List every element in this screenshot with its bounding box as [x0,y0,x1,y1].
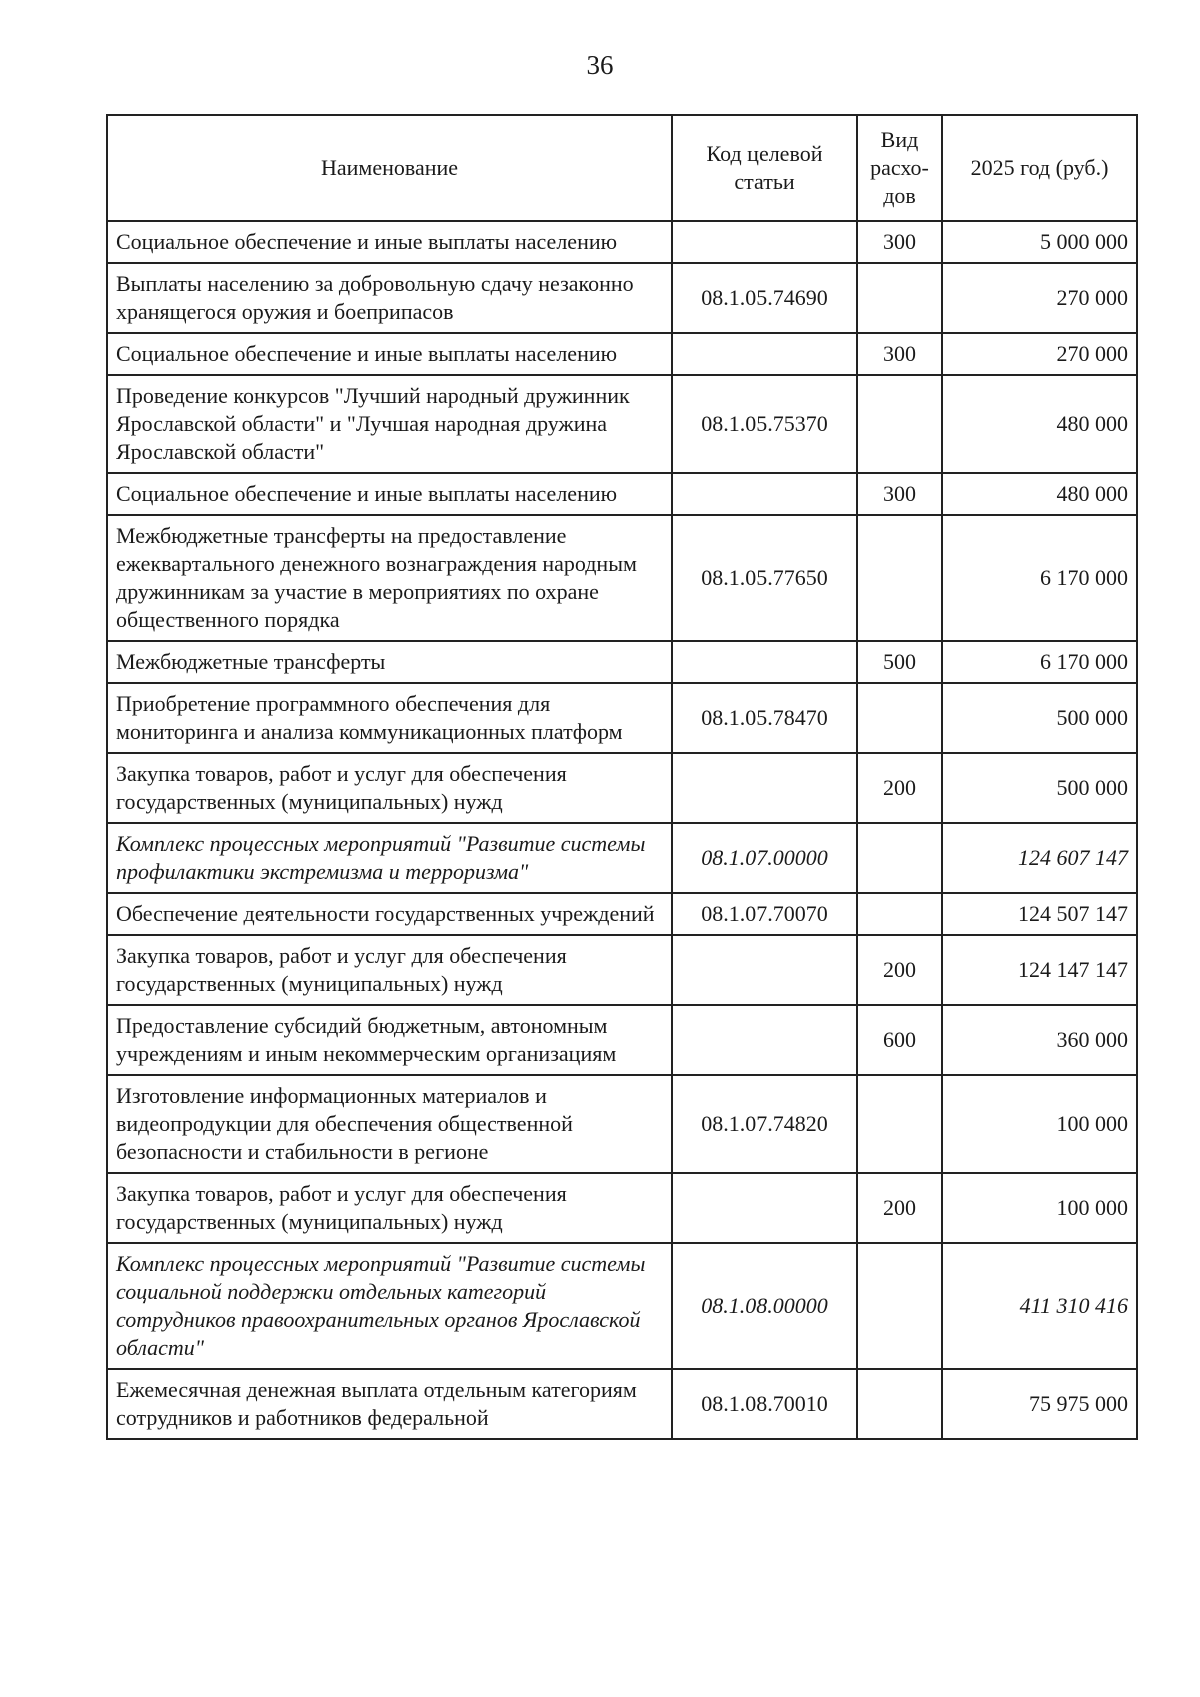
cell-name: Социальное обеспечение и иные выплаты населению [107,473,672,515]
table-row [107,753,1137,823]
cell-kind: 200 [857,753,942,823]
cell-code: 08.1.07.70070 [672,893,857,935]
cell-code [672,221,857,263]
page-number: 36 [586,50,614,80]
cell-name: Межбюджетные трансферты [107,641,672,683]
cell-amount: 124 147 147 [942,935,1137,1005]
cell-kind: 500 [857,641,942,683]
cell-code [672,1173,857,1243]
column-header-kind: Вид расхо-дов [857,115,942,221]
cell-kind: 200 [857,1173,942,1243]
table-row [107,1173,1137,1243]
column-header-code: Код целевой статьи [672,115,857,221]
cell-amount: 100 000 [942,1173,1137,1243]
cell-amount: 270 000 [942,263,1137,333]
cell-kind: 300 [857,221,942,263]
cell-code [672,473,857,515]
cell-name: Закупка товаров, работ и услуг для обеспечения государственных (муниципальных) нужд [107,1173,672,1243]
cell-code: 08.1.07.00000 [672,823,857,893]
table-row [107,893,1137,935]
table-row [107,221,1137,263]
cell-name: Выплаты населению за добровольную сдачу незаконно хранящегося оружия и боеприпасов [107,263,672,333]
table-row [107,473,1137,515]
cell-kind [857,1369,942,1439]
cell-code: 08.1.07.74820 [672,1075,857,1173]
table-row [107,641,1137,683]
cell-kind: 300 [857,333,942,375]
cell-kind: 200 [857,935,942,1005]
cell-amount: 100 000 [942,1075,1137,1173]
cell-name: Социальное обеспечение и иные выплаты населению [107,333,672,375]
cell-code: 08.1.08.70010 [672,1369,857,1439]
cell-kind [857,1075,942,1173]
table-row [107,1075,1137,1173]
cell-code: 08.1.05.75370 [672,375,857,473]
cell-name: Изготовление информационных материалов и видеопродукции для обеспечения общественной безопасности и стабильности в регионе [107,1075,672,1173]
cell-code [672,935,857,1005]
cell-amount: 75 975 000 [942,1369,1137,1439]
cell-kind: 300 [857,473,942,515]
table-row [107,1243,1137,1369]
table-row [107,823,1137,893]
cell-code [672,753,857,823]
table-row [107,263,1137,333]
cell-amount: 480 000 [942,473,1137,515]
cell-code [672,333,857,375]
cell-code [672,641,857,683]
cell-kind [857,375,942,473]
cell-kind [857,515,942,641]
cell-kind [857,683,942,753]
cell-name: Социальное обеспечение и иные выплаты населению [107,221,672,263]
cell-kind [857,823,942,893]
cell-code: 08.1.05.77650 [672,515,857,641]
cell-amount: 5 000 000 [942,221,1137,263]
cell-amount: 411 310 416 [942,1243,1137,1369]
cell-name: Комплекс процессных мероприятий "Развитие системы социальной поддержки отдельных категорий сотрудников правоохранительных органов Ярославской области" [107,1243,672,1369]
cell-name: Проведение конкурсов "Лучший народный дружинник Ярославской области" и "Лучшая народная дружина Ярославской области" [107,375,672,473]
budget-table [106,114,1138,1440]
cell-code: 08.1.05.74690 [672,263,857,333]
cell-kind [857,1243,942,1369]
table-row [107,683,1137,753]
cell-amount: 500 000 [942,683,1137,753]
table-header-row [107,115,1137,221]
cell-name: Ежемесячная денежная выплата отдельным категориям сотрудников и работников федеральной [107,1369,672,1439]
cell-amount: 270 000 [942,333,1137,375]
cell-amount: 6 170 000 [942,515,1137,641]
cell-kind: 600 [857,1005,942,1075]
cell-amount: 6 170 000 [942,641,1137,683]
cell-amount: 124 607 147 [942,823,1137,893]
cell-kind [857,893,942,935]
cell-amount: 124 507 147 [942,893,1137,935]
table-row [107,935,1137,1005]
table-row [107,333,1137,375]
table-body [107,221,1137,1439]
table-row [107,375,1137,473]
cell-kind [857,263,942,333]
cell-amount: 480 000 [942,375,1137,473]
table-row [107,1369,1137,1439]
cell-name: Предоставление субсидий бюджетным, автономным учреждениям и иным некоммерческим организациям [107,1005,672,1075]
cell-name: Межбюджетные трансферты на предоставление ежеквартального денежного вознаграждения народным дружинникам за участие в мероприятиях по охране общественного порядка [107,515,672,641]
cell-amount: 360 000 [942,1005,1137,1075]
cell-name: Обеспечение деятельности государственных учреждений [107,893,672,935]
cell-name: Комплекс процессных мероприятий "Развитие системы профилактики экстремизма и терроризма" [107,823,672,893]
cell-amount: 500 000 [942,753,1137,823]
cell-code: 08.1.05.78470 [672,683,857,753]
cell-name: Закупка товаров, работ и услуг для обеспечения государственных (муниципальных) нужд [107,753,672,823]
column-header-name: Наименование [107,115,672,221]
table-row [107,515,1137,641]
table-row [107,1005,1137,1075]
cell-name: Закупка товаров, работ и услуг для обеспечения государственных (муниципальных) нужд [107,935,672,1005]
cell-code [672,1005,857,1075]
cell-code: 08.1.08.00000 [672,1243,857,1369]
column-header-amount: 2025 год (руб.) [942,115,1137,221]
cell-name: Приобретение программного обеспечения для мониторинга и анализа коммуникационных платформ [107,683,672,753]
